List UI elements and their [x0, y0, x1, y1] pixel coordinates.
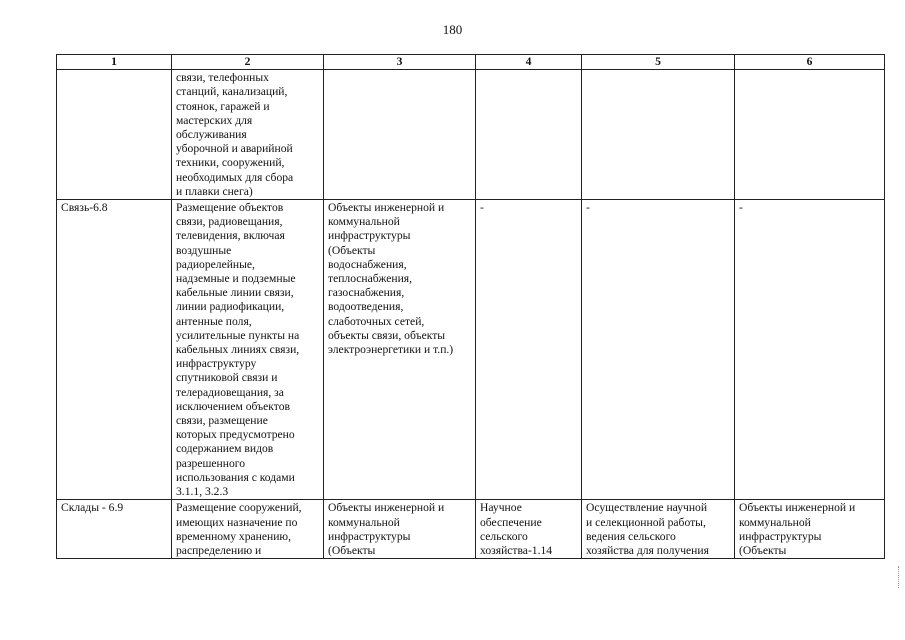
cell-text: -	[480, 201, 484, 215]
cell-text: Размещение сооружений, имеющих назначение по временному хранению, распределению и	[176, 501, 302, 557]
cell-text: Связь-6.8	[61, 201, 108, 215]
table-cell	[735, 70, 885, 200]
column-header-3: 3	[324, 55, 476, 70]
table-cell	[324, 200, 476, 500]
table-row	[57, 70, 885, 200]
cell-text: Склады - 6.9	[61, 501, 124, 515]
cell-text: Осуществление научной и селекционной работы, ведения сельского хозяйства для получения	[586, 501, 709, 557]
table-cell	[735, 500, 885, 559]
table-cell	[476, 200, 582, 500]
cell-text: -	[739, 201, 743, 215]
table-cell	[582, 70, 735, 200]
scan-margin-mark	[898, 566, 902, 588]
cell-text: Размещение объектов связи, радиовещания, телевидения, включая воздушные радиорелейные, надземные и подземные кабельные линии связи, линии радиофикации, антенные поля, усилительные пункты на кабельных линиях связи, инфраструктуру спутниковой связи и телерадиовещания, за исключением объектов связи, размещение которых предусмотрено содержанием видов разрешенного использования с кодами 3.1.1, 3.2.3	[176, 201, 300, 499]
page-number: 180	[442, 22, 463, 37]
table-row	[57, 500, 885, 559]
cell-text: Объекты инженерной и коммунальной инфраструктуры (Объекты	[739, 501, 856, 557]
table-cell	[582, 500, 735, 559]
table-cell	[172, 500, 324, 559]
table-cell	[57, 500, 172, 559]
column-header-4: 4	[476, 55, 582, 70]
column-header-5: 5	[582, 55, 735, 70]
cell-text: связи, телефонных станций, канализаций, стоянок, гаражей и мастерских для обслуживания уборочной и аварийной техники, сооружений, необходимых для сбора и плавки снега)	[176, 71, 294, 198]
cell-text: Объекты инженерной и коммунальной инфраструктуры (Объекты	[328, 501, 445, 557]
table-cell	[735, 200, 885, 500]
cell-text: -	[586, 201, 590, 215]
cell-text: Объекты инженерной и коммунальной инфраструктуры (Объекты водоснабжения, теплоснабжения, газоснабжения, водоотведения, слаботочных сетей, объекты связи, объекты электроэнергетики и т.п.)	[328, 201, 454, 357]
land-use-table	[56, 54, 885, 559]
table-cell	[172, 200, 324, 500]
table-row	[57, 200, 885, 500]
table-cell	[582, 200, 735, 500]
table-cell	[172, 70, 324, 200]
table-cell	[476, 70, 582, 200]
column-header-6: 6	[735, 55, 885, 70]
table-cell	[57, 70, 172, 200]
table-cell	[476, 500, 582, 559]
table-header-row	[57, 55, 885, 70]
column-header-2: 2	[172, 55, 324, 70]
cell-text: Научное обеспечение сельского хозяйства-1.14	[480, 501, 553, 557]
column-header-1: 1	[57, 55, 172, 70]
table-cell	[324, 70, 476, 200]
table-cell	[57, 200, 172, 500]
table-cell	[324, 500, 476, 559]
